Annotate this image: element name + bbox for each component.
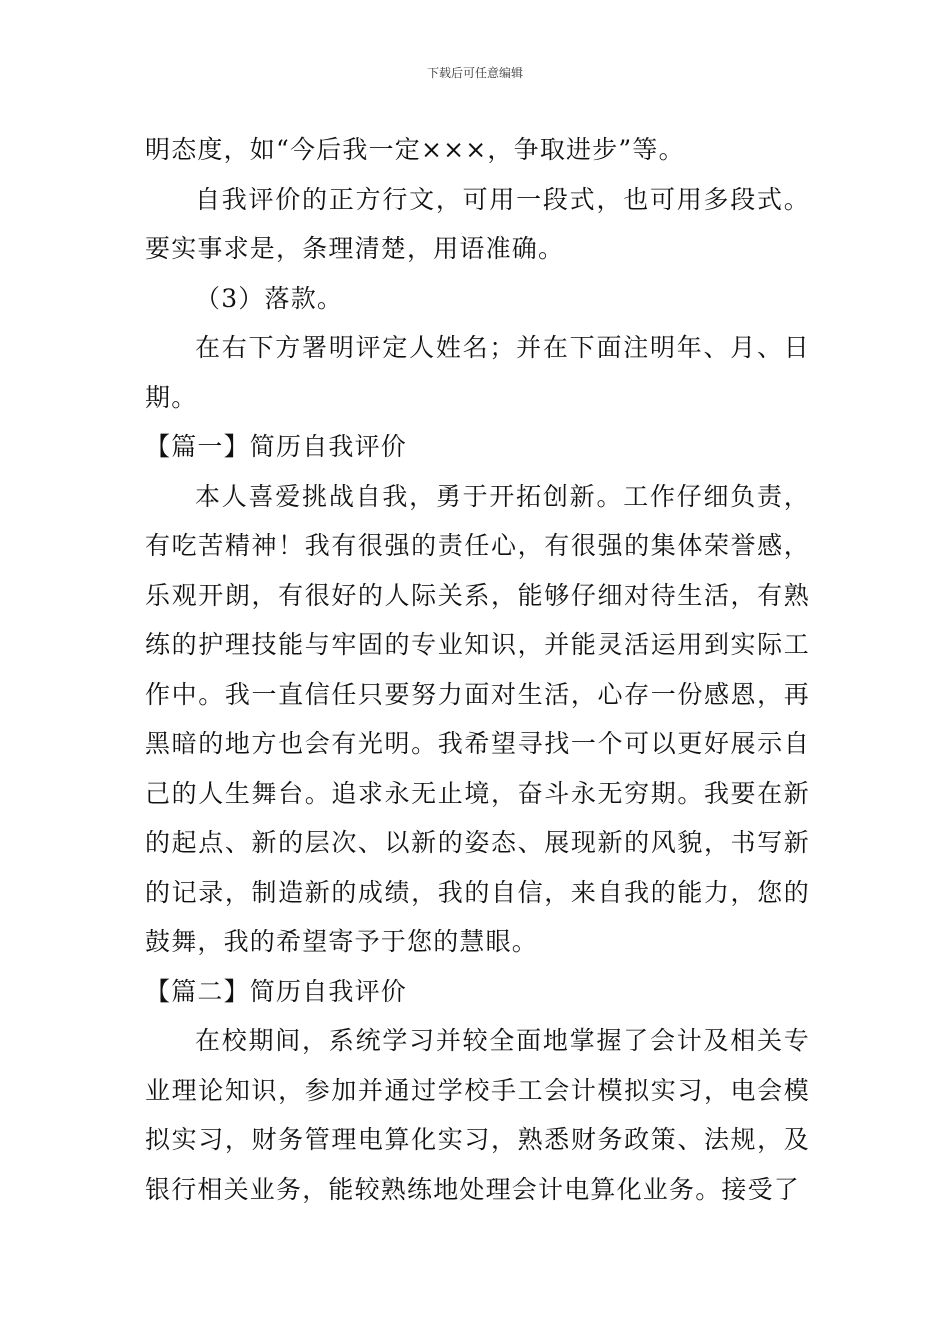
paragraph-closing-attitude: 明态度，如“今后我一定×××，争取进步”等。 bbox=[145, 135, 685, 164]
header-note: 下载后可任意编辑 bbox=[426, 66, 523, 80]
paragraph-section-1: 本人喜爱挑战自我，勇于开拓创新。工作仔细负责，有吃苦精神！我有很强的责任心，有很强的集体荣誉感，乐观开朗，有很好的人际关系，能够仔细对待生活，有熟练的护理技能与牢固的专业知识，并能灵活运用到实际工作中。我一直信任只要努力面对生活，心存一份感恩，再黑暗的地方也会有光明。我希望寻找一个可以更好展示自己的人生舞台。追求永无止境，奋斗永无穷期。我要在新的起点、新的层次、以新的姿态、展现新的风貌，书写新的记录，制造新的成绩，我的自信，来自我的能力，您的鼓舞，我的希望寄予于您的慧眼。 bbox=[145, 481, 810, 956]
paragraph-signature-heading: （3）落款。 bbox=[195, 283, 344, 313]
document-body bbox=[145, 125, 810, 1214]
section-heading-1: 【篇一】简历自我评价 bbox=[145, 432, 408, 461]
section-heading-2: 【篇二】简历自我评价 bbox=[145, 976, 408, 1006]
paragraph-body-format: 自我评价的正方行文，可用一段式，也可用多段式。要实事求是，条理清楚，用语准确。 bbox=[145, 184, 810, 263]
paragraph-signature-detail: 在右下方署明评定人姓名；并在下面注明年、月、日期。 bbox=[145, 333, 810, 412]
paragraph-section-2: 在校期间，系统学习并较全面地掌握了会计及相关专业理论知识，参加并通过学校手工会计模拟实习，电会模拟实习，财务管理电算化实习，熟悉财务政策、法规，及银行相关业务，能较熟练地处理会计电算化业务。接受了 bbox=[145, 1026, 810, 1204]
